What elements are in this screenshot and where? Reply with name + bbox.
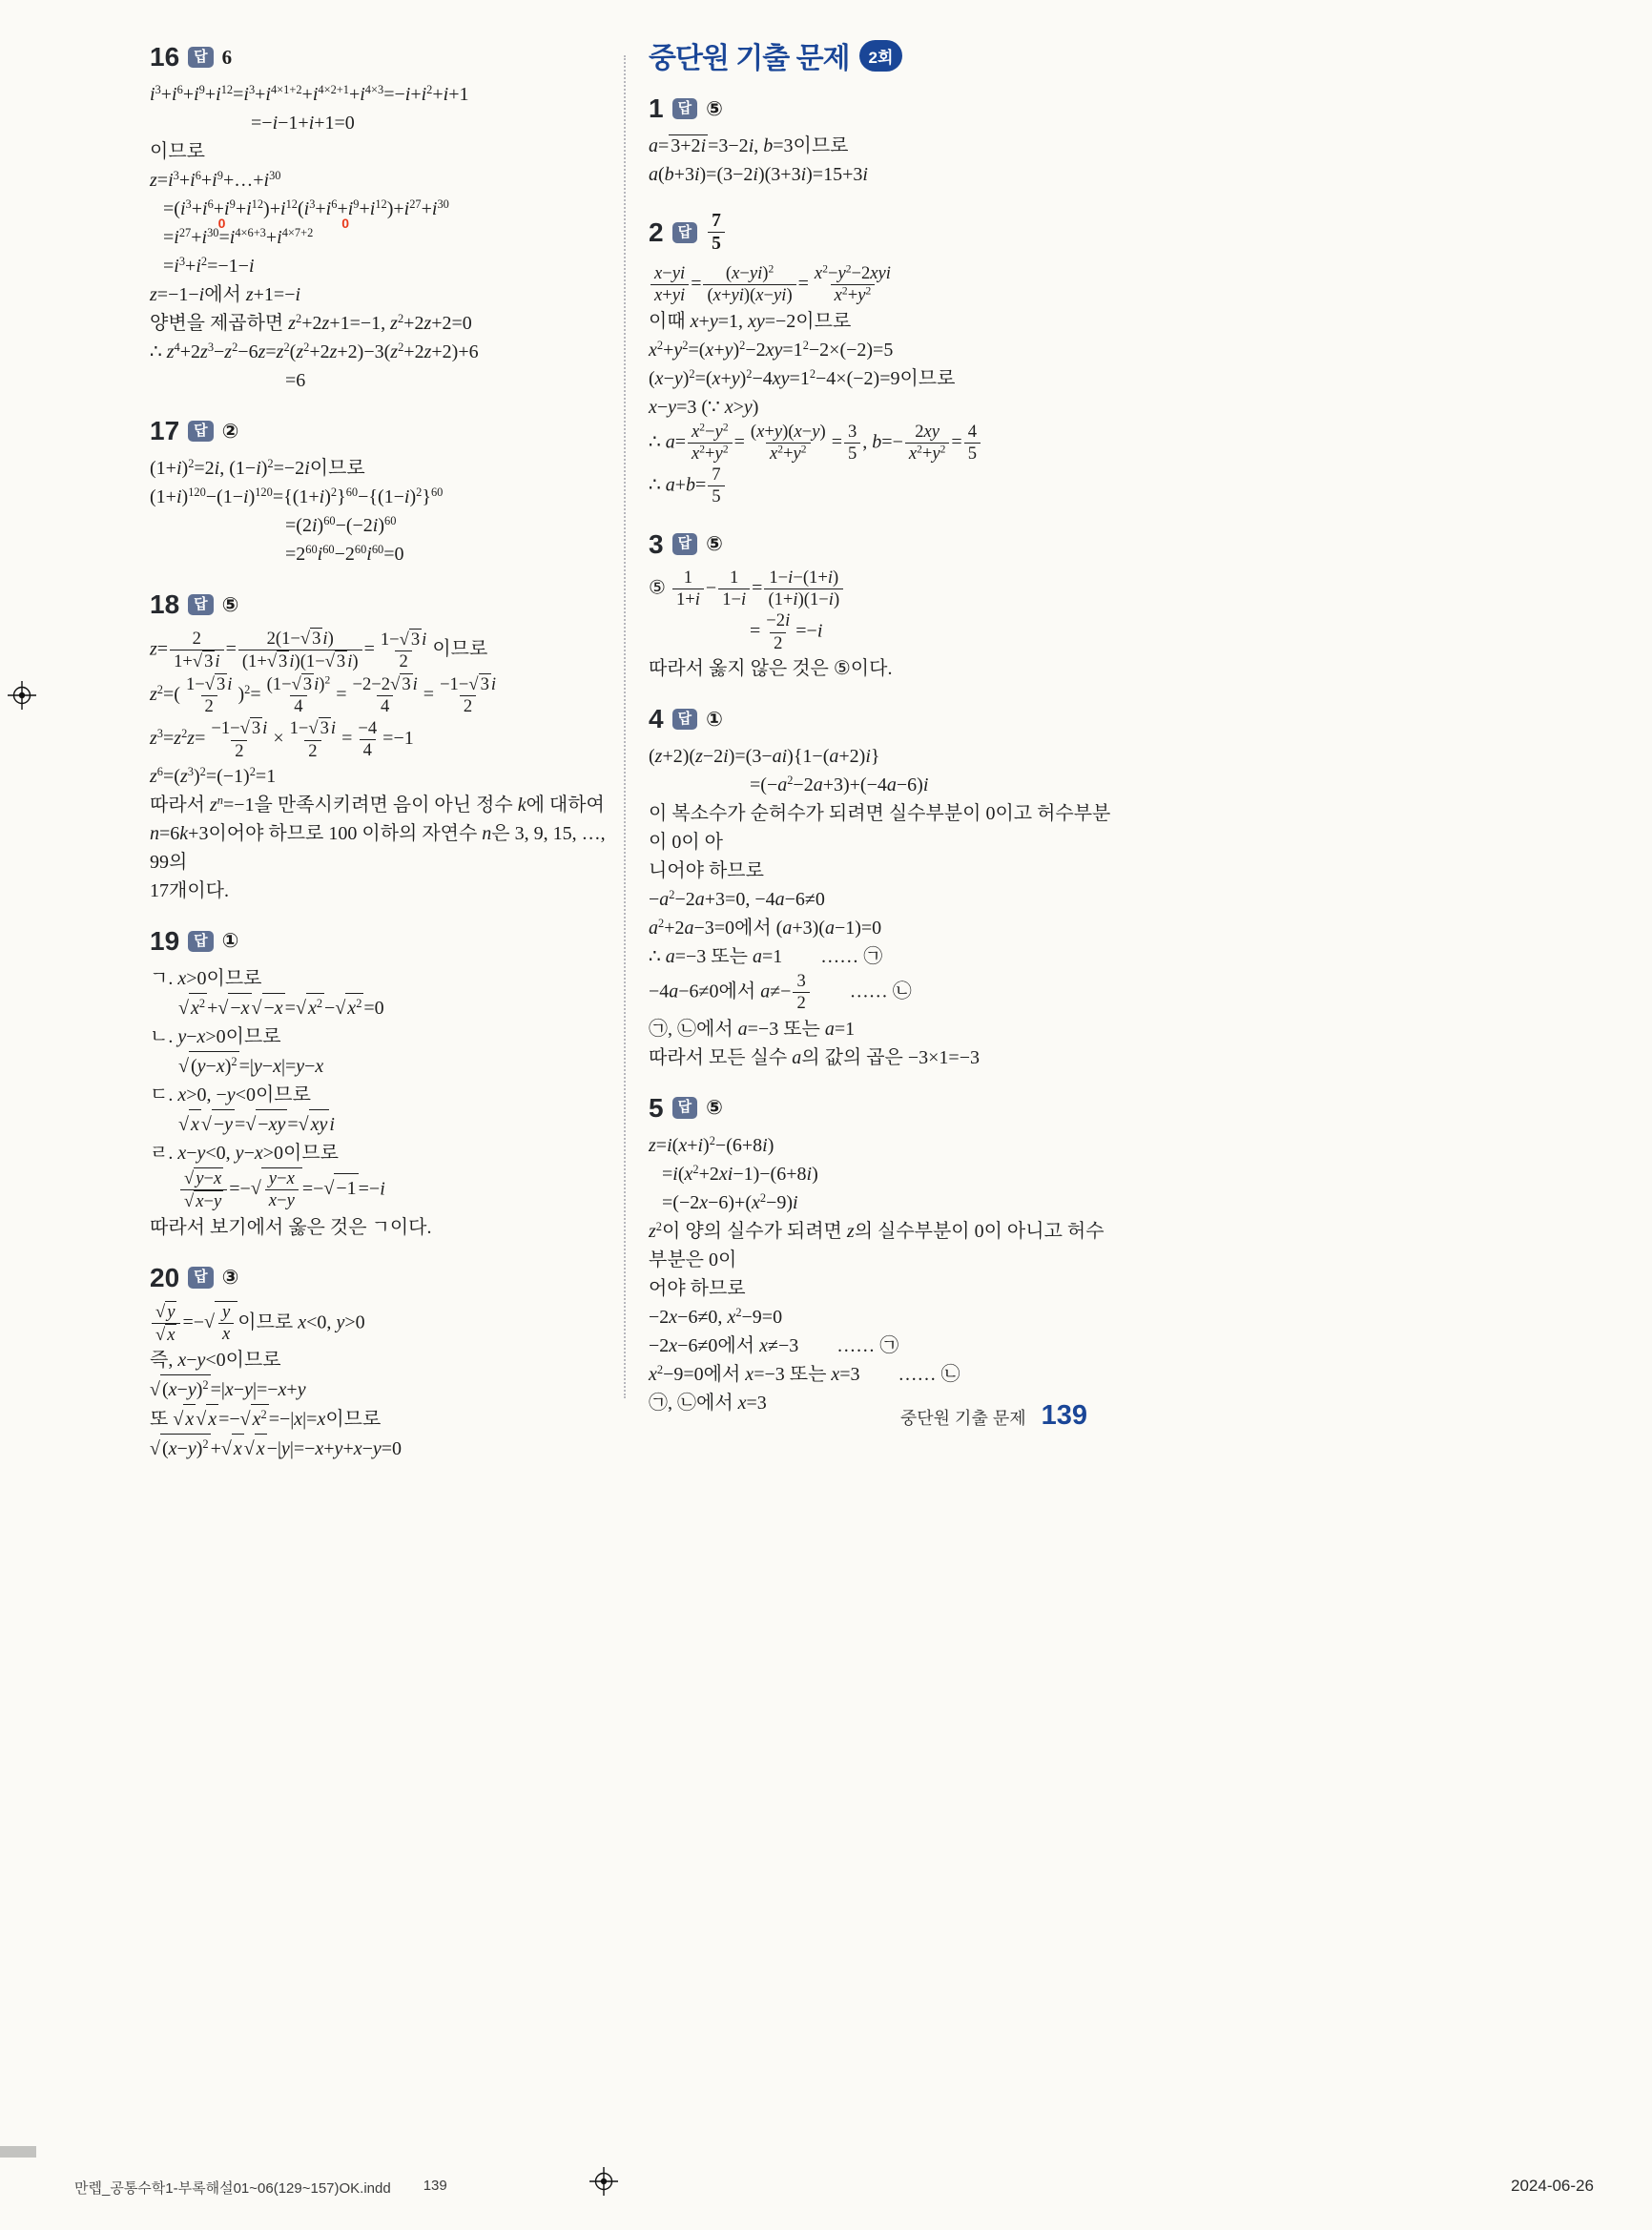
answer-value: 6 xyxy=(221,45,233,69)
solution-line: (z+2)(z−2i)=(3−ai){1−(a+2)i} xyxy=(649,746,880,767)
solution-line: $=(2i)^{60}-(-2i)^{60}$ xyxy=(285,514,397,536)
imprint-line xyxy=(74,2178,447,2198)
solution-line: $(x-y)^2=(x+y)^2-4xy=1^2-4\times(-2)=9$이므로 xyxy=(649,366,956,389)
problem-heading xyxy=(649,93,1114,124)
answer-badge: 답 xyxy=(672,709,698,731)
solution-line: =−i−1+i+1=0 xyxy=(251,113,355,134)
solution-line: $(1+i)^{120}-(1-i)^{120}=\{(1+i)^2\}^{60}-\{(1-i)^2\}^{60}$ xyxy=(150,485,444,507)
solution-line: $=i^{27}+i^{30}=i^{4\times 6+3}+i^{4\times 7+2}$ xyxy=(163,226,314,248)
problem-number: 4 xyxy=(649,704,664,733)
solution-line: 이때 x+y=1, xy=−2이므로 xyxy=(649,310,852,332)
problem-heading xyxy=(150,589,609,620)
answer-value: ⑤ xyxy=(706,1096,723,1120)
solution-line: √ y−x √ x−y =− √ $\frac{y-x}{x-y}$ =− √ −1 =−i xyxy=(150,1167,609,1213)
solution-line: $=(i^3+i^6+i^9+i^{12})$ 0 $+i^{12}(i^3+i^6+i^9+i^{12})$ 0 $+i^{27}+i^{30}$ xyxy=(163,197,449,231)
solution-line: 따라서 $z^n=-1$을 만족시키려면 음이 아닌 정수 k에 대하여 xyxy=(150,794,605,816)
answer-value: ③ xyxy=(221,1266,239,1289)
solution-line: $z^2$이 양의 실수가 되려면 z의 실수부분이 0이 아니고 허수부분은 0이 xyxy=(649,1219,1105,1270)
solution-line: $i^3+i^6+i^9+i^{12}=i^3+i^{4\times 1+2}+i^{4\times 2+1}+i^{4\times 3}=-i+i^2+i+1$ xyxy=(150,83,469,105)
footer-section-label: 중단원 기출 문제 xyxy=(899,1409,1026,1428)
answer-value: $\frac{7}{5}$ xyxy=(706,210,727,256)
answer-value: ② xyxy=(221,419,239,443)
solution-line: 니어야 하므로 xyxy=(649,860,764,881)
problem-5 xyxy=(649,1093,1114,1417)
problem-17 xyxy=(150,416,609,568)
solution-line: =6 xyxy=(285,370,306,391)
trim-strip xyxy=(0,2146,36,2158)
solution-line: ㄴ. y−x>0이므로 xyxy=(150,1025,281,1047)
answer-badge: 답 xyxy=(672,533,698,555)
answer-badge: 답 xyxy=(188,931,214,953)
problem-number: 19 xyxy=(150,925,180,956)
solution-line: a(b+3i)=(3−2i)(3+3i)=15+3i xyxy=(649,164,868,185)
solution-line: ∴ $z^4+2z^3-z^2-6z=z^2(z^2+2z+2)-3(z^2+2z+2)+6$ xyxy=(150,341,479,362)
solution-line: $=2^{60}i^{60}-2^{60}i^{60}=0$ xyxy=(285,543,404,565)
solution-line: n=6k+3이어야 하므로 100 이하의 자연수 n은 3, 9, 15, …, 99의 xyxy=(150,822,610,873)
solution-line: $\frac{x-yi}{x+yi}$ = $\frac{(x-yi)^2}{(x+yi)(x-yi)}$ = $\frac{x^2-y^2-2xyi}{x^2+y^2}$ xyxy=(649,263,1114,307)
solution-line: $=i^3+i^2=-1-i$ xyxy=(163,255,255,277)
solution-line: $z^2=$( 1− √ 3 i 2 )$^2$= (1− √ 3 i)$^2$ 4 = −2−2 √ 3 i 4 = −1− √ 3 i 2 xyxy=(150,673,497,716)
solution-line: ㉠, ㉡에서 a=−3 또는 a=1 xyxy=(649,1018,856,1040)
problem-heading xyxy=(649,1093,1114,1124)
imprint-date: 2024-06-26 xyxy=(1511,2177,1594,2195)
left-column xyxy=(150,42,609,1484)
answer-badge: 답 xyxy=(188,594,214,616)
solution-line: a= 3+2i =3−2i, b=3이므로 xyxy=(649,135,849,156)
solution-line: 어야 하므로 xyxy=(649,1277,746,1299)
answer-badge: 답 xyxy=(672,1097,698,1119)
answer-value: ① xyxy=(221,929,239,953)
answer-badge: 답 xyxy=(188,1267,214,1289)
problem-heading xyxy=(649,210,1114,256)
problem-number: 2 xyxy=(649,217,664,247)
answer-value: ⑤ xyxy=(221,592,239,616)
answer-badge: 답 xyxy=(188,47,214,69)
page-footer xyxy=(610,1400,1087,1432)
solution-line: √ $x^2$ + √ −x √ −x = √ $x^2$ − √ $x^2$ =0 xyxy=(150,993,609,1022)
solution-line: x−y=3 (∵ x>y) xyxy=(649,396,759,418)
problem-number: 17 xyxy=(150,416,180,445)
problem-18 xyxy=(150,589,609,905)
solution-line: √ y √ x =− √ $\frac{y}{x}$ 이므로 x<0, y>0 xyxy=(150,1301,609,1347)
solution-line: $-a^2-2a+3=0$, −4a−6≠0 xyxy=(649,888,825,910)
problem-19 xyxy=(150,926,609,1242)
problem-number: 18 xyxy=(150,589,180,619)
solution-line: 양변을 제곱하면 $z^2+2z+1=-1$, $z^2+2z+2=0$ xyxy=(150,312,472,334)
solution-line: ㄱ. x>0이므로 xyxy=(150,967,262,989)
section-title: 중단원 기출 문제 xyxy=(649,43,850,74)
answer-value: ⑤ xyxy=(706,532,723,556)
answer-value: ① xyxy=(706,707,723,731)
solution-line: $z=i(x+i)^2-(6+8i)$ xyxy=(649,1133,774,1156)
solution-line: 따라서 모든 실수 a의 값의 곱은 −3×1=−3 xyxy=(649,1046,980,1068)
zero-annotation: 0 xyxy=(341,216,350,231)
solution-line: z= 2 1+ √ 3 i = 2(1− √ 3 i) (1+ √ 3 i)(1− √ 3 i) = 1− √ 3 i 2 이므로 xyxy=(150,628,488,672)
solution-line: √ x √ −y = √ −xy = √ xy i xyxy=(150,1109,609,1139)
solution-line: 이므로 xyxy=(150,141,205,162)
solution-line: $a^2+2a-3=0$에서 (a+3)(a−1)=0 xyxy=(649,917,882,939)
section-header xyxy=(649,34,1114,76)
problem-20 xyxy=(150,1263,609,1464)
answer-value: ⑤ xyxy=(706,96,723,120)
solution-line: $=(-a^2-2a+3)+(-4a-6)i$ xyxy=(750,774,929,795)
solution-line: $z^6=(z^3)^2=(-1)^2=1$ xyxy=(150,765,277,787)
solution-line: −2x−6≠0, $x^2-9=0$ xyxy=(649,1305,783,1328)
column-divider xyxy=(624,55,626,1398)
zero-annotation: 0 xyxy=(217,216,226,231)
solution-line: = $\frac{-2i}{2}$ =−i xyxy=(750,610,823,653)
solution-line: 따라서 보기에서 옳은 것은 ㄱ이다. xyxy=(150,1216,432,1238)
answer-badge: 답 xyxy=(672,98,698,120)
solution-line: $z^3=z^2z=$ −1− √ 3 i 2 × 1− √ 3 i 2 = $\frac{-4}{4}$ =−1 xyxy=(150,717,414,761)
section-round-badge: 2회 xyxy=(859,40,903,72)
solution-line: ∴ a= $\frac{x^2-y^2}{x^2+y^2}$ = $\frac{(x+y)(x-y)}{x^2+y^2}$ = $\frac{3}{5}$ , b=− $\frac{2xy}{x^2+y^2}$ = $\frac{4}{5}$ xyxy=(649,422,1114,465)
solution-line: √ $(y-x)^2$ =|y−x|=y−x xyxy=(150,1051,609,1081)
solution-line: ㉠, ㉡에서 x=3 xyxy=(649,1392,767,1414)
answer-badge: 답 xyxy=(188,421,214,443)
solution-line: $x^2-9=0$에서 x=−3 또는 x=3 …… ㉡ xyxy=(649,1362,960,1385)
problem-4 xyxy=(649,704,1114,1072)
right-column xyxy=(649,34,1114,1438)
problem-heading xyxy=(150,416,609,446)
solution-line: −4a−6≠0에서 a≠− $\frac{3}{2}$ …… ㉡ xyxy=(649,971,912,1014)
solution-line: √ $(x-y)^2$ + √ x √ x −|y|=−x+y+x−y=0 xyxy=(150,1434,609,1463)
problem-number: 16 xyxy=(150,42,180,72)
registration-mark-icon xyxy=(8,681,36,710)
solution-line: $(1+i)^2=2i$, $(1-i)^2=-2i$이므로 xyxy=(150,457,365,479)
problem-heading xyxy=(649,704,1114,734)
right-problem-list xyxy=(649,93,1114,1417)
solution-line: 또 √ x √ x =− √ $x^2$ =−|x|=x이므로 xyxy=(150,1404,609,1434)
problem-heading xyxy=(150,1263,609,1293)
solution-line: ∴ a=−3 또는 a=1 …… ㉠ xyxy=(649,946,883,967)
solution-line: $=i(x^2+2xi-1)-(6+8i)$ xyxy=(662,1162,818,1185)
solution-line: 즉, x−y<0이므로 xyxy=(150,1350,281,1372)
solution-line: $=(-2x-6)+(x^2-9)i$ xyxy=(662,1190,798,1213)
problem-3 xyxy=(649,529,1114,683)
solution-line: ⑤ $\frac{1}{1+i}$ − $\frac{1}{1-i}$ = $\frac{1-i-(1+i)}{(1+i)(1-i)}$ xyxy=(649,568,1114,611)
solution-line: z=−1−i에서 z+1=−i xyxy=(150,284,301,305)
solution-line: ㄷ. x>0, −y<0이므로 xyxy=(150,1084,311,1105)
answer-badge: 답 xyxy=(672,222,698,244)
solution-line: 이 복소수가 순허수가 되려면 실수부분이 0이고 허수부분이 0이 아 xyxy=(649,803,1111,853)
solution-line: √ $(x-y)^2$ =|x−y|=−x+y xyxy=(150,1374,609,1404)
problem-number: 20 xyxy=(150,1262,180,1292)
solution-line: ㄹ. x−y<0, y−x>0이므로 xyxy=(150,1142,339,1164)
problem-16 xyxy=(150,42,609,395)
problem-heading xyxy=(150,926,609,957)
solution-line: $x^2+y^2=(x+y)^2-2xy=1^2-2\times(-2)=5$ xyxy=(649,338,894,361)
problem-1 xyxy=(649,93,1114,189)
problem-2 xyxy=(649,210,1114,508)
solution-line: 17개이다. xyxy=(150,879,229,901)
solution-line: 따라서 옳지 않은 것은 ⑤이다. xyxy=(649,658,893,679)
solution-line: $z=i^3+i^6+i^9+\dots+i^{30}$ xyxy=(150,169,281,191)
problem-number: 3 xyxy=(649,528,664,559)
problem-heading xyxy=(649,529,1114,560)
imprint-filename: 만렙_공통수학1-부록해설01~06(129~157)OK.indd xyxy=(74,2180,391,2197)
problem-heading xyxy=(150,42,609,72)
registration-mark-icon xyxy=(589,2167,618,2196)
solution-line: ∴ a+b= $\frac{7}{5}$ xyxy=(649,465,1114,508)
page-number: 139 xyxy=(1041,1400,1087,1431)
solution-line: −2x−6≠0에서 x≠−3 …… ㉠ xyxy=(649,1334,899,1356)
imprint-page: 139 xyxy=(423,2178,447,2194)
problem-number: 5 xyxy=(649,1092,664,1123)
problem-number: 1 xyxy=(649,93,664,123)
